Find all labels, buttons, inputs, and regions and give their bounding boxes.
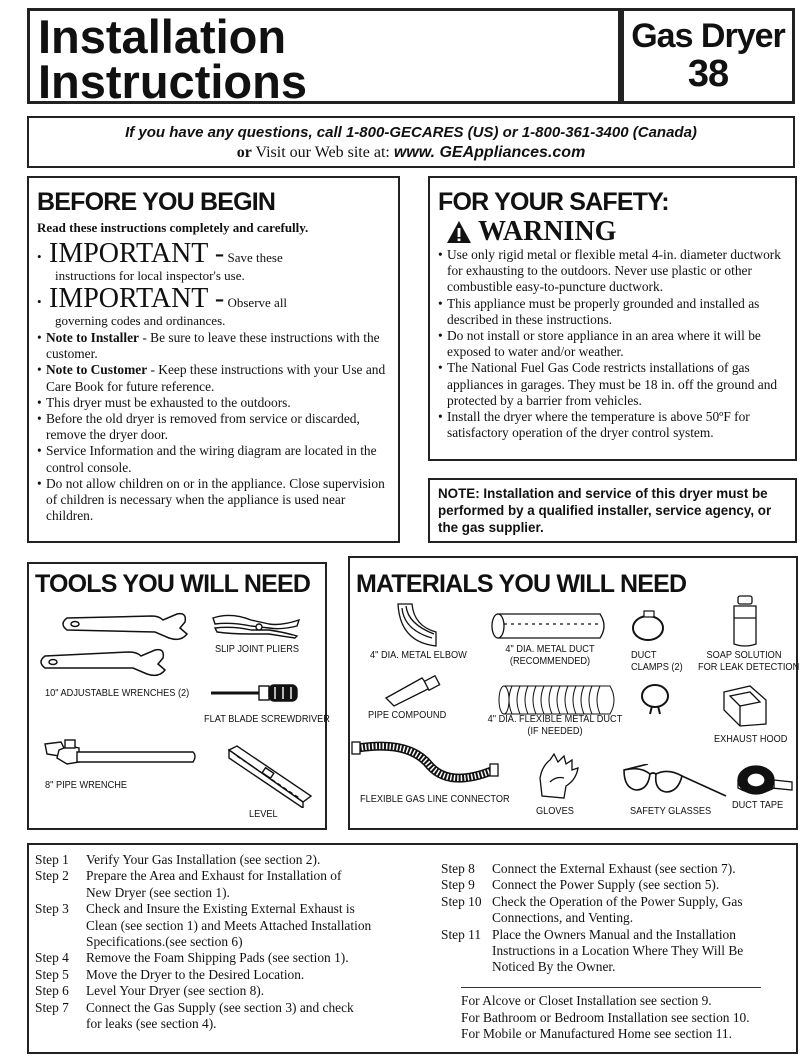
step-text — [492, 927, 743, 976]
flexible-duct-icon — [498, 682, 618, 718]
adjustable-wrench-icon — [37, 608, 207, 688]
step-line: Connect the External Exhaust (see section 7). — [492, 861, 736, 876]
steps-left — [35, 852, 435, 1032]
step-number: Step 1 — [35, 852, 69, 867]
step-item — [35, 1000, 435, 1033]
safety-section — [428, 176, 797, 461]
important-observe: • IMPORTANT - Observe all governing codes and ordinances. — [37, 285, 392, 328]
important-text: Save these — [224, 250, 283, 265]
gas-connector-label: FLEXIBLE GAS LINE CONNECTOR — [360, 794, 510, 805]
doc-title-line2: Instructions — [38, 55, 307, 108]
list-item: • Use only rigid metal or flexible metal 4-in. diameter ductwork for exhausting to the outdoors. Never use plastic or other combustible easy-to-puncture ductwork. — [438, 247, 787, 296]
step-line: Connect the Power Supply (see section 5). — [492, 877, 720, 893]
materials-section — [348, 556, 798, 830]
step-item — [35, 852, 435, 868]
soap-bottle-icon — [730, 594, 760, 648]
note-customer-head: Note to Customer — [46, 362, 148, 378]
steps-section — [27, 843, 798, 1054]
before-intro: Read these instructions completely and carefully. — [37, 220, 309, 235]
step-item — [35, 868, 435, 901]
step-item — [441, 894, 791, 927]
pipe-compound-icon — [382, 674, 442, 708]
ref-item: For Mobile or Manufactured Home see section 11. — [461, 1026, 732, 1042]
step-item — [441, 877, 791, 893]
important-text: Observe all — [224, 295, 288, 310]
steps-divider — [461, 987, 761, 988]
gloves-icon — [536, 752, 584, 802]
step-item — [35, 983, 435, 999]
step-text — [492, 894, 743, 927]
note-text: NOTE: Installation and service of this dryer must be performed by a qualified installer, service agency, or the gas supplier. — [438, 486, 772, 535]
step-line: Noticed By the Owner. — [492, 959, 616, 975]
soap-label: SOAP SOLUTION — [706, 650, 782, 661]
gas-connector-icon — [350, 740, 500, 790]
exhaust-hood-label: EXHAUST HOOD — [714, 734, 788, 745]
pliers-label: SLIP JOINT PLIERS — [215, 644, 300, 655]
elbow-label: 4" DIA. METAL ELBOW — [370, 650, 467, 661]
list-item: • Do not install or store appliance in an area where it will be exposed to water and/or weather. — [438, 328, 787, 360]
step-line: for leaks (see section 4). — [86, 1016, 217, 1032]
important-cont: instructions for local inspector's use. — [55, 268, 245, 283]
before-you-begin-section — [27, 176, 400, 543]
gloves-label: GLOVES — [536, 806, 574, 817]
title-box — [27, 8, 621, 108]
step-text — [492, 861, 736, 877]
before-title: BEFORE YOU BEGIN — [37, 188, 276, 216]
section-refs — [461, 993, 750, 1043]
metal-duct-label: 4" DIA. METAL DUCT — [505, 644, 595, 655]
flexible-duct-label: 4" DIA. FLEXIBLE METAL DUCT — [487, 714, 623, 725]
list-item: • Service Information and the wiring diagram are located in the control console. — [37, 443, 392, 475]
warning-label: WARNING — [478, 216, 617, 247]
tools-section — [27, 562, 330, 830]
step-number: Step 4 — [35, 950, 69, 966]
list-item: • This appliance must be properly grounded and installed as described in these instructions. — [438, 296, 787, 328]
list-item — [37, 330, 392, 362]
clamps-sublabel: CLAMPS (2) — [631, 662, 683, 673]
list-item — [37, 362, 392, 394]
duct-clamp-icon — [628, 608, 668, 644]
flexible-duct-sublabel: (IF NEEDED) — [527, 726, 583, 737]
step-line: Connections, and Venting. — [492, 910, 634, 926]
duct-tape-icon — [734, 758, 794, 798]
list-item: • This dryer must be exhausted to the outdoors. — [37, 395, 392, 411]
product-number: 38 — [687, 53, 729, 95]
ref-item: For Bathroom or Bedroom Installation see section 10. — [461, 1009, 750, 1025]
safety-list — [438, 247, 787, 441]
list-item: • The National Fuel Gas Code restricts installations of gas appliances in garages. They must be 18 in. off the ground and protected by a barrier from vehicles. — [438, 360, 787, 409]
step-number: Step 9 — [441, 877, 475, 893]
before-list — [37, 330, 392, 524]
level-label: LEVEL — [249, 809, 278, 820]
pipe-compound-label: PIPE COMPOUND — [368, 710, 447, 721]
step-text — [86, 950, 349, 966]
step-number: Step 11 — [441, 926, 482, 942]
safety-title: FOR YOUR SAFETY: — [438, 188, 669, 216]
step-text — [86, 868, 341, 901]
website-link[interactable]: www. GEAppliances.com — [393, 144, 586, 161]
step-line: Check and Insure the Existing External Exhaust is — [86, 901, 355, 917]
step-text — [86, 852, 320, 868]
step-text — [86, 1000, 354, 1033]
tools-title: TOOLS YOU WILL NEED — [35, 570, 311, 598]
step-line: Remove the Foam Shipping Pads (see section 1). — [86, 950, 349, 966]
list-item: • Before the old dryer is removed from service or discarded, remove the dryer door. — [37, 411, 392, 443]
important-cont: governing codes and ordinances. — [55, 313, 226, 328]
step-text — [86, 983, 264, 999]
warning-icon — [446, 220, 472, 244]
screwdriver-label: FLAT BLADE SCREWDRIVER — [204, 714, 330, 725]
note-box — [428, 478, 797, 543]
exhaust-hood-icon — [720, 682, 770, 728]
step-number: Step 6 — [35, 983, 69, 999]
important-heading: IMPORTANT - — [49, 238, 225, 269]
step-line: Specifications.(see section 6) — [86, 934, 243, 950]
step-line: Place the Owners Manual and the Installation — [492, 926, 736, 942]
step-item — [35, 901, 435, 950]
note-installer-head: Note to Installer — [46, 330, 139, 345]
soap-sublabel: FOR LEAK DETECTION — [698, 662, 800, 673]
steps-right — [441, 861, 791, 976]
note-customer-text: - Keep these instructions with your Use and Care Book for future reference. — [46, 362, 386, 394]
step-number: Step 5 — [35, 966, 69, 982]
step-number: Step 10 — [441, 893, 482, 909]
safety-glasses-icon — [620, 764, 730, 804]
step-line: Connect the Gas Supply (see section 3) and check — [86, 999, 354, 1015]
metal-duct-icon — [490, 612, 610, 640]
screwdriver-icon — [209, 682, 299, 704]
step-number: Step 2 — [35, 868, 69, 884]
step-item — [35, 967, 435, 983]
contact-or: or — [236, 144, 252, 161]
contact-web — [29, 143, 793, 163]
step-item — [441, 927, 791, 976]
contact-visit: Visit our Web site at: — [255, 144, 390, 161]
step-text — [86, 967, 304, 983]
important-heading: IMPORTANT - — [49, 283, 225, 314]
duct-tape-label: DUCT TAPE — [732, 800, 784, 811]
clamps-label: DUCT — [631, 650, 657, 661]
step-line: New Dryer (see section 1). — [86, 884, 230, 900]
materials-title: MATERIALS YOU WILL NEED — [356, 570, 687, 598]
pipe-wrench-label: 8" PIPE WRENCHE — [45, 780, 127, 791]
important-save: • IMPORTANT - Save these instructions for local inspector's use. — [37, 240, 392, 283]
metal-duct-sublabel: (RECOMMENDED) — [509, 656, 591, 667]
step-number: Step 3 — [35, 901, 69, 917]
duct-clamp-icon — [638, 680, 672, 716]
list-item: • Do not allow children on or in the appliance. Close supervision of children is necessary when the appliance is used near children. — [37, 476, 392, 525]
step-line: Clean (see section 1) and Meets Attached Installation — [86, 917, 372, 933]
step-line: Level Your Dryer (see section 8). — [86, 983, 265, 999]
step-line: Check the Operation of the Power Supply, Gas — [492, 893, 743, 909]
step-item — [35, 950, 435, 966]
wrenches-label: 10" ADJUSTABLE WRENCHES (2) — [45, 688, 190, 699]
pipe-wrench-icon — [39, 736, 199, 776]
note-installer-text: - Be sure to leave these instructions with the customer. — [46, 330, 380, 362]
pliers-icon — [211, 610, 301, 640]
product-name: Gas Dryer — [631, 17, 785, 55]
list-item: • Install the dryer where the temperature is above 50ºF for satisfactory operation of the dryer control system. — [438, 409, 787, 441]
doc-title-line1: Installation — [38, 10, 287, 63]
step-line: Prepare the Area and Exhaust for Installation of — [86, 868, 342, 884]
level-icon — [225, 744, 315, 808]
step-line: Instructions in a Location Where They Will Be — [492, 943, 744, 959]
elbow-icon — [392, 602, 442, 648]
step-number: Step 7 — [35, 999, 69, 1015]
step-text — [86, 901, 371, 950]
step-text — [492, 877, 719, 893]
step-line: Move the Dryer to the Desired Location. — [86, 966, 305, 982]
step-line: Verify Your Gas Installation (see section 2). — [86, 852, 321, 867]
product-box — [621, 8, 795, 104]
warning-heading — [446, 216, 787, 248]
step-number: Step 8 — [441, 861, 475, 876]
contact-phone: If you have any questions, call 1-800-GECARES (US) or 1-800-361-3400 (Canada) — [125, 124, 697, 141]
safety-glasses-label: SAFETY GLASSES — [630, 806, 712, 817]
step-item — [441, 861, 791, 877]
contact-box — [27, 116, 795, 168]
ref-item: For Alcove or Closet Installation see section 9. — [461, 993, 712, 1008]
